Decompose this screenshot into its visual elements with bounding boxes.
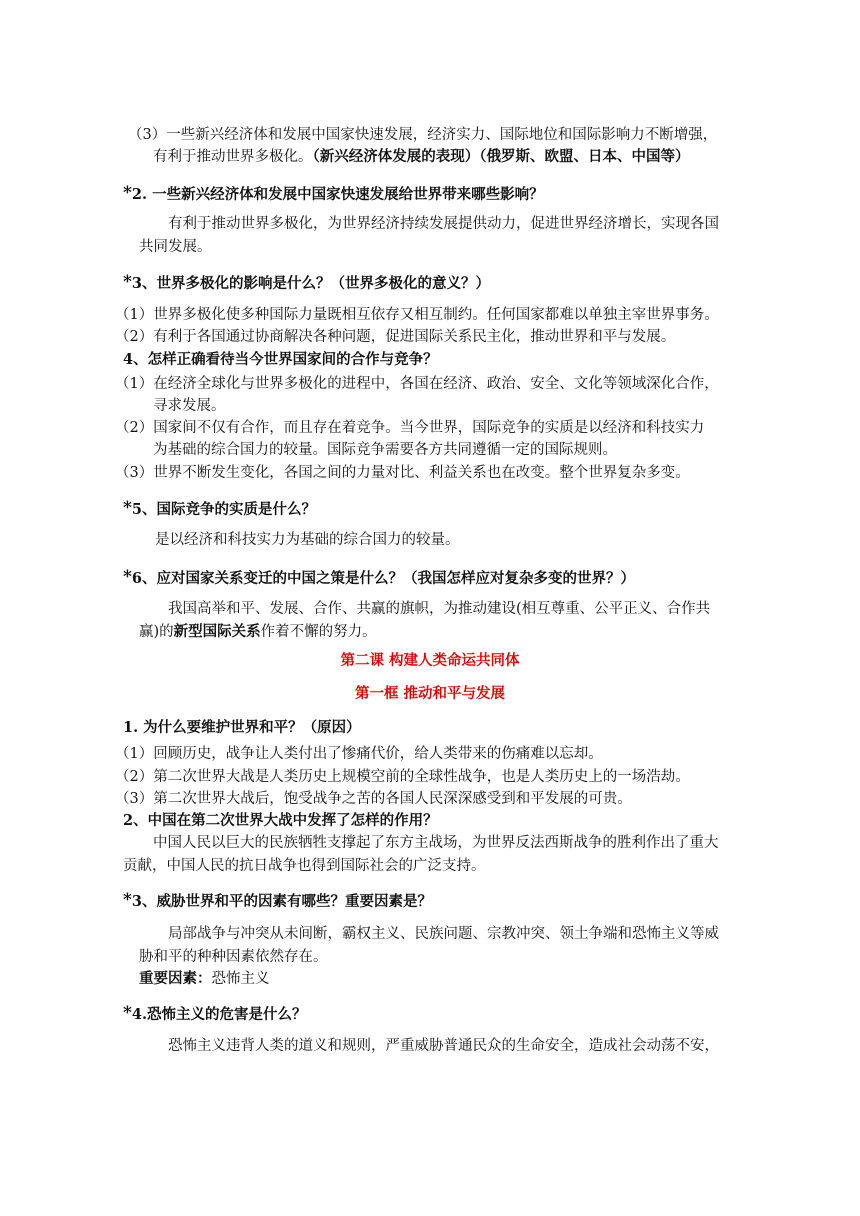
text-line: 为基础的综合国力的较量。国际竞争需要各方共同遵循一定的国际规则。 (153, 442, 617, 458)
star-marker: * (123, 1003, 132, 1023)
text-line: （3）世界不断发生变化，各国之间的力量对比、利益关系也在改变。整个世界复杂多变。 (115, 465, 690, 481)
question-text: 3、威胁世界和平的因素有哪些？重要因素是？ (131, 893, 432, 910)
question-text: 4.恐怖主义的危害是什么？ (131, 1006, 307, 1023)
star-marker: * (123, 272, 132, 292)
text-line: （2）国家间不仅有合作，而且存在着竞争。当今世界，国际竞争的实质是以经济和科技实力 (115, 420, 705, 436)
text-run: 恐怖主义 (211, 971, 270, 987)
text-line: 胁和平的种种因素依然存在。 (139, 949, 328, 965)
star-marker: * (123, 183, 132, 203)
question-heading (123, 567, 635, 589)
question-text: 3、世界多极化的影响是什么？（世界多极化的意义？） (131, 275, 490, 292)
text-run: 作着不懈的努力。 (260, 624, 377, 640)
lesson-title: 第二课 构建人类命运共同体 (340, 652, 520, 669)
bold-text-run: 新型国际关系 (173, 623, 261, 640)
question-heading (123, 183, 544, 205)
text-line: 是以经济和科技实力为基础的综合国力的较量。 (155, 532, 460, 548)
text-line (153, 147, 690, 167)
text-line: 恐怖主义违背人类的道义和规则，严重威胁普通民众的生命安全，造成社会动荡不安， (168, 1038, 719, 1054)
text-line (139, 622, 377, 642)
bold-text-run: 重要因素： (139, 970, 212, 987)
star-marker: * (123, 498, 132, 518)
section-title: 第一框 推动和平与发展 (354, 685, 506, 702)
question-heading (123, 890, 432, 912)
text-line: （1）世界多极化使多种国际力量既相互依存又相互制约。任何国家都难以单独主宰世界事务。 (115, 307, 719, 323)
question-text: 5、国际竞争的实质是什么？ (131, 501, 316, 518)
star-marker: * (123, 890, 132, 910)
text-line: 有利于推动世界多极化，为世界经济持续发展提供动力，促进世界经济增长，实现各国 (168, 216, 719, 232)
question-heading (123, 1003, 307, 1025)
text-line: 我国高举和平、发展、合作、共赢的旗帜，为推动建设(相互尊重、公平正义、合作共 (168, 601, 711, 617)
text-line: （1）在经济全球化与世界多极化的进程中，各国在经济、政治、安全、文化等领域深化合作， (115, 376, 719, 392)
text-line: 中国人民以巨大的民族牺牲支撑起了东方主战场，为世界反法西斯战争的胜利作出了重大 (153, 835, 719, 851)
question-heading (123, 272, 490, 294)
text-run: 赢)的 (139, 624, 174, 640)
text-line: （2）有利于各国通过协商解决各种问题，促进国际关系民主化，推动世界和平与发展。 (115, 329, 676, 345)
text-line: 共同发展。 (139, 239, 212, 255)
question-heading: 4、怎样正确看待当今世界国家间的合作与竞争？ (123, 351, 438, 368)
question-heading: 2、中国在第二次世界大战中发挥了怎样的作用？ (123, 812, 438, 829)
question-text: 2. 一些新兴经济体和发展中国家快速发展给世界带来哪些影响？ (131, 186, 544, 203)
question-heading (123, 498, 316, 520)
text-line: 贡献，中国人民的抗日战争也得到国际社会的广泛支持。 (123, 858, 486, 874)
text-line: 局部战争与冲突从未间断，霸权主义、民族问题、宗教冲突、领土争端和恐怖主义等威 (168, 926, 719, 942)
text-line: （3）第二次世界大战后，饱受战争之苦的各国人民深深感受到和平发展的可贵。 (115, 791, 632, 807)
bold-text-run: （新兴经济体发展的表现）（俄罗斯、欧盟、日本、中国等） (312, 148, 690, 165)
text-line: （2）第二次世界大战是人类历史上规模空前的全球性战争，也是人类历史上的一场浩劫。 (115, 769, 690, 785)
question-heading: 1. 为什么要维护世界和平？（原因） (123, 719, 361, 736)
text-line: （3）一些新兴经济体和发展中国家快速发展，经济实力、国际地位和国际影响力不断增强， (128, 127, 718, 143)
question-text: 6、应对国家关系变迁的中国之策是什么？（我国怎样应对复杂多变的世界？） (131, 570, 635, 587)
star-marker: * (123, 567, 132, 587)
text-line (139, 969, 270, 989)
text-run: 有利于推动世界多极化。 (153, 149, 313, 165)
text-line: （1）回顾历史，战争让人类付出了惨痛代价，给人类带来的伤痛难以忘却。 (115, 746, 603, 762)
text-line: 寻求发展。 (153, 398, 226, 414)
